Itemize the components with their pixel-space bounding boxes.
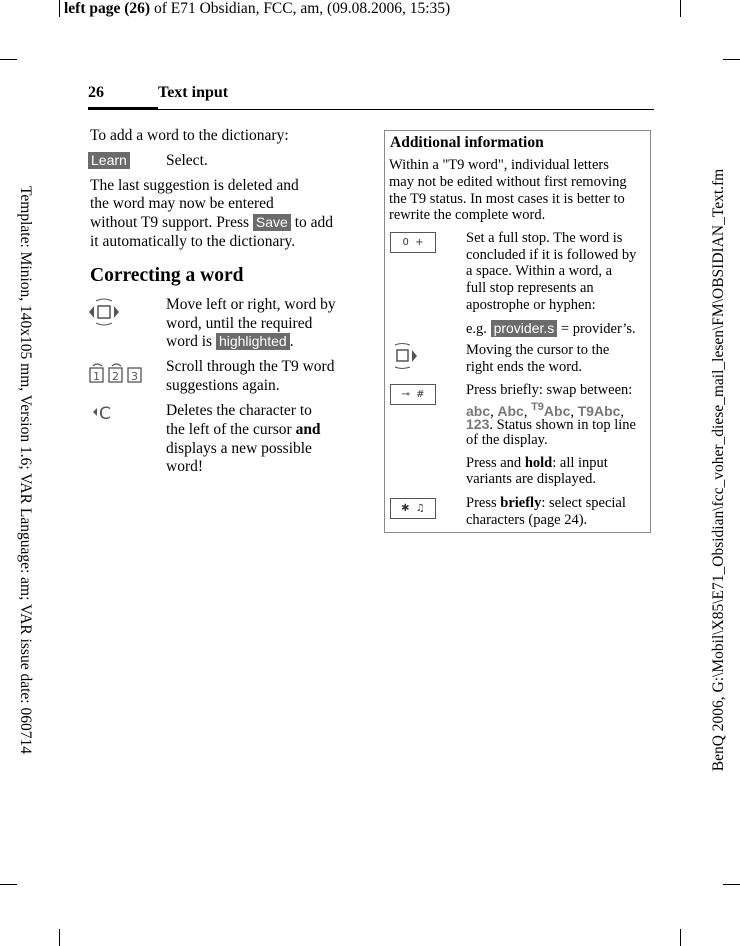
box-text: variants are displayed. [466, 471, 597, 487]
row-text: word, until the required [166, 315, 313, 332]
header-rule-accent [88, 107, 158, 110]
body-line: The last suggestion is deleted and [90, 177, 299, 194]
box-text: Press and hold: all input [466, 455, 608, 471]
input-modes: abc, Abc, $^{T9}$Abc, T9Abc, [466, 401, 625, 420]
crop-mark [0, 59, 17, 60]
box-text: concluded if it is followed by [466, 247, 637, 263]
nav-left-right-icon [88, 298, 120, 331]
section-title: Text input [158, 84, 229, 101]
crop-mark [680, 929, 681, 946]
crop-mark [680, 0, 681, 17]
body-line: it automatically to the dictionary. [90, 233, 296, 250]
header-rule [88, 109, 654, 110]
box-text: full stop represents an [466, 280, 594, 296]
clear-key-icon [92, 402, 114, 429]
crop-mark [723, 59, 740, 60]
key-hash-icon: ⊸ # [390, 384, 436, 405]
box-intro: rewrite the complete word. [389, 207, 546, 223]
body-line: the word may now be entered [90, 195, 274, 212]
row-text: the left of the cursor and [166, 421, 321, 438]
keys-1-2-3-icon [88, 362, 144, 389]
svg-text:2: 2 [112, 370, 119, 383]
svg-text:1: 1 [93, 370, 100, 383]
box-text: a space. Within a word, a [466, 263, 613, 279]
learn-description: Select. [166, 152, 208, 169]
box-text: e.g. provider.s = provider’s. [466, 320, 636, 337]
svg-text:3: 3 [131, 370, 138, 383]
row-text: suggestions again. [166, 377, 280, 394]
box-text: Set a full stop. The word is [466, 230, 623, 246]
print-header: left page (26) of E71 Obsidian, FCC, am, (09.08.2006, 15:35) [64, 0, 451, 17]
crop-mark [0, 884, 17, 885]
box-intro: may not be edited without first removing [389, 174, 627, 190]
row-text: word! [166, 458, 204, 475]
section-heading: Correcting a word [90, 265, 244, 286]
box-text: right ends the word. [466, 359, 582, 375]
box-text: Moving the cursor to the [466, 342, 610, 358]
box-text: of the display. [466, 432, 548, 448]
crop-mark [723, 884, 740, 885]
row-text: Scroll through the T9 word [166, 358, 335, 375]
file-path: BenQ 2006, G:\Mobil\X85\E71_Obsidian\fcc_voher_diese_mail_lesen\FM\OBSIDIAN_Text.fm [710, 168, 727, 772]
box-text: apostrophe or hyphen: [466, 297, 596, 313]
provider-label: provider.s [491, 320, 558, 337]
intro-text: To add a word to the dictionary: [90, 127, 289, 144]
highlighted-label: highlighted [216, 333, 290, 350]
row-text: Deletes the character to [166, 402, 312, 419]
box-text: Press briefly: select special [466, 495, 626, 511]
box-title: Additional information [390, 134, 544, 151]
key-0-icon: 0 + [390, 232, 436, 253]
save-softkey: Save [253, 214, 291, 231]
learn-softkey: Learn [88, 152, 130, 170]
box-text: characters (page 24). [466, 512, 588, 528]
additional-info-box [384, 130, 651, 533]
svg-text:C: C [99, 404, 111, 424]
box-intro: Within a "T9 word", individual letters [389, 157, 609, 173]
box-intro: the T9 status. In most cases it is better to [389, 191, 625, 207]
crop-mark [59, 929, 60, 946]
nav-right-icon [390, 343, 418, 374]
row-text: displays a new possible [166, 440, 312, 457]
box-text: 123. Status shown in top line [466, 416, 636, 433]
key-star-icon: ✱ ♫ [390, 498, 436, 519]
page-number: 26 [88, 84, 104, 101]
row-text: Move left or right, word by [166, 296, 336, 313]
row-text: word is highlighted . [166, 333, 294, 350]
template-info: Template: Minion, 140x105 mm, Version 1.6; VAR Language: am; VAR issue date: 060714 [17, 186, 34, 754]
body-line: without T9 support. Press Save to add [90, 214, 334, 231]
crop-mark [59, 0, 60, 17]
box-text: Press briefly: swap between: [466, 382, 633, 398]
